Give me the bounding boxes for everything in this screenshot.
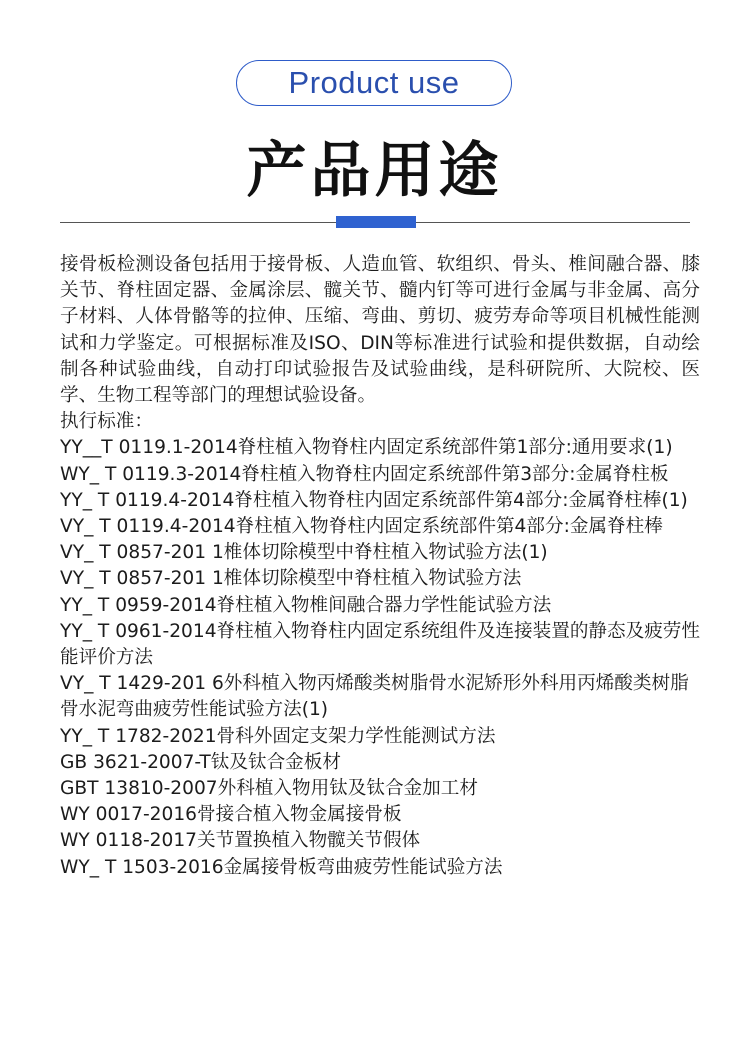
- standard-item: WY 0118-2017关节置换植入物髋关节假体: [60, 830, 421, 852]
- standard-item: GBT 13810-2007外科植入物用钛及钛合金加工材: [60, 778, 478, 800]
- standard-item: WY_ T 0119.3-2014脊柱植入物脊柱内固定系统部件第3部分:金属脊柱板: [60, 463, 669, 485]
- standards-list: [60, 435, 700, 880]
- standard-item: YY_ T 0961-2014脊柱植入物脊柱内固定系统组件及连接装置的静态及疲劳性能评价方法: [60, 620, 700, 669]
- standard-item: YY_ T 1782-2021骨科外固定支架力学性能测试方法: [60, 725, 496, 747]
- standard-item: YY_ T 0119.4-2014脊柱植入物脊柱内固定系统部件第4部分:金属脊柱棒(1): [60, 489, 688, 511]
- standard-item: VY_ T 0119.4-2014脊柱植入物脊柱内固定系统部件第4部分:金属脊柱棒: [60, 516, 663, 538]
- standard-item: VY_ T 1429-201 6外科植入物丙烯酸类树脂骨水泥矫形外科用丙烯酸类树脂骨水泥弯曲疲劳性能试验方法(1): [60, 673, 689, 721]
- content-body: [60, 252, 700, 881]
- standards-label: 执行标准：: [60, 411, 153, 433]
- intro-paragraph: 接骨板检测设备包括用于接骨板、人造血管、软组织、骨头、椎间融合器、膝关节、脊柱固定器、金属涂层、髋关节、髓内钉等可进行金属与非金属、高分子材料、人体骨骼等的拉伸、压缩、弯曲、剪切、疲劳寿命等项目机械性能测试和力学鉴定。可根据标准及ISO、DIN等标准进行试验和提供数据，自动绘制各种试验曲线，自动打印试验报告及试验曲线，是科研院所、大院校、医学、生物工程等部门的理想试验设备。: [60, 254, 700, 407]
- standard-item: GB 3621-2007-T钛及钛合金板材: [60, 751, 341, 773]
- standard-item: YY__T 0119.1-2014脊柱植入物脊柱内固定系统部件第1部分:通用要求(1): [60, 437, 673, 459]
- standard-item: YY_ T 0959-2014脊柱植入物椎间融合器力学性能试验方法: [60, 594, 552, 616]
- standard-item: WY 0017-2016骨接合植入物金属接骨板: [60, 804, 402, 826]
- page-title: 产品用途: [246, 136, 503, 206]
- title-divider-accent: [336, 216, 416, 228]
- standard-item: VY_ T 0857-201 1椎体切除模型中脊柱植入物试验方法(1): [60, 542, 548, 564]
- product-use-badge-label: Product use: [288, 65, 460, 100]
- product-use-badge: [236, 60, 512, 106]
- standard-item: VY_ T 0857-201 1椎体切除模型中脊柱植入物试验方法: [60, 568, 522, 590]
- standard-item: WY_ T 1503-2016金属接骨板弯曲疲劳性能试验方法: [60, 856, 503, 878]
